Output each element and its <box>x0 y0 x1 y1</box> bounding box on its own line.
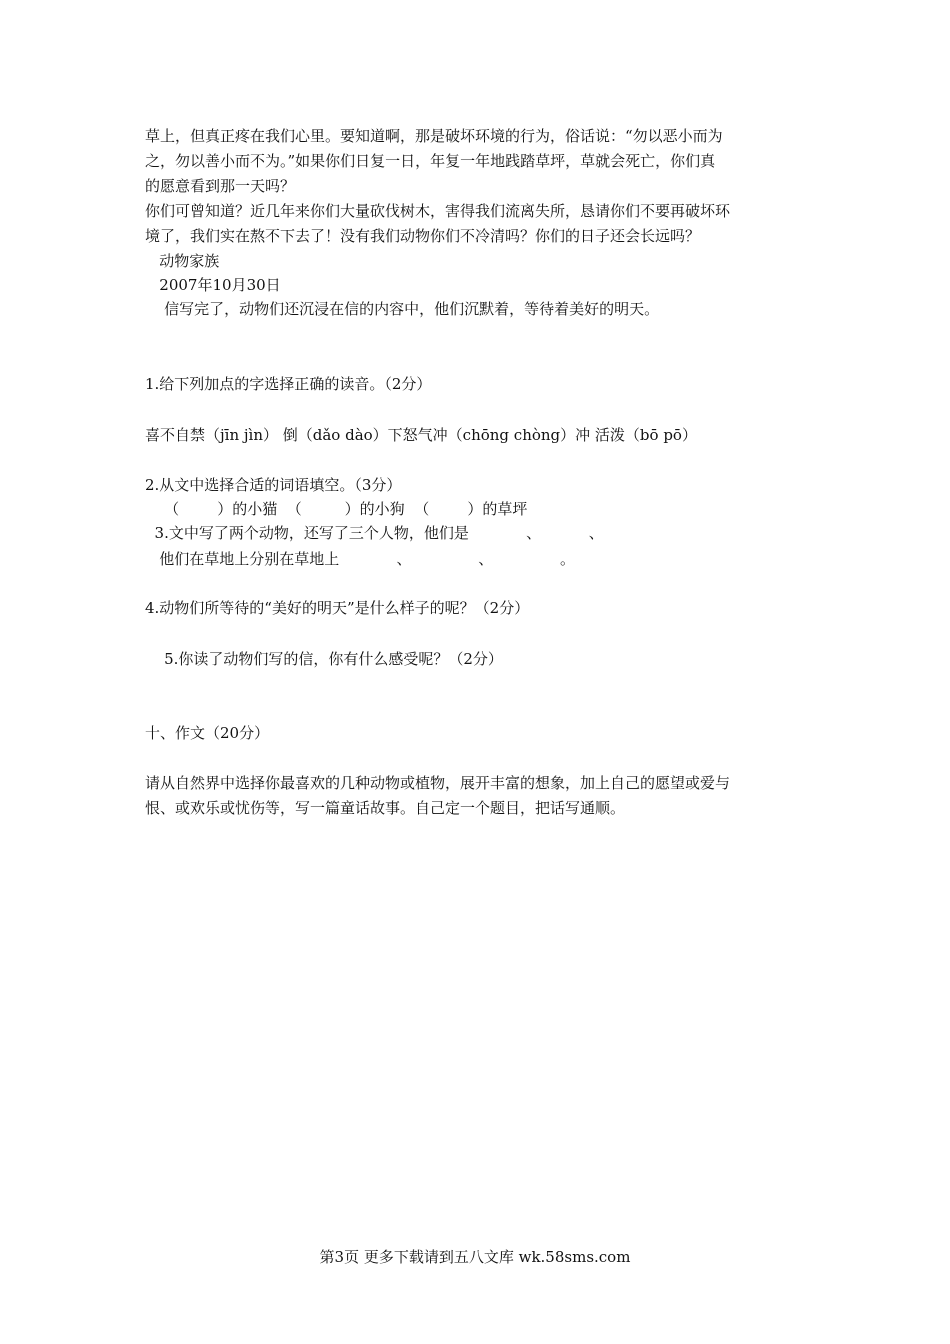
question-1-body: 喜不自禁（jīn jìn） 倒（dǎo dào）下怒气冲（chōng chòng）冲 活泼（bō pō） <box>145 426 697 444</box>
question-2-title: 2.从文中选择合适的词语填空。（3分） <box>145 476 402 494</box>
question-1-title: 1.给下列加点的字选择正确的读音。（2分） <box>145 375 432 393</box>
question-3-line-1: 3.文中写了两个动物，还写了三个人物，他们是 、 、 <box>145 524 604 542</box>
question-5: 5.你读了动物们写的信，你有什么感受呢？（2分） <box>145 650 503 668</box>
composition-line: 请从自然界中选择你最喜欢的几种动物或植物，展开丰富的想象，加上自己的愿望或爱与 <box>145 774 731 792</box>
question-3-line-2: 他们在草地上分别在草地上 、 、 。 <box>145 550 576 568</box>
composition-line: 恨、或欢乐或忧伤等，写一篇童话故事。自己定一个题目，把话写通顺。 <box>145 799 626 817</box>
page-footer: 第3页 更多下载请到五八文库 wk.58sms.com <box>319 1248 631 1266</box>
letter-signature: 动物家族 <box>145 252 220 270</box>
letter-date: 2007年10月30日 <box>145 276 281 294</box>
letter-line: 你们可曾知道？近几年来你们大量砍伐树木，害得我们流离失所，恳请你们不要再破坏环 <box>145 202 731 220</box>
question-2-body: （ ）的小猫 （ ）的小狗 （ ）的草坪 <box>145 500 528 518</box>
letter-line: 的愿意看到那一天吗？ <box>145 177 296 195</box>
letter-line: 之，勿以善小而不为。”如果你们日复一日，年复一年地践踏草坪，草就会死亡，你们真 <box>145 152 716 170</box>
question-4: 4.动物们所等待的“美好的明天”是什么样子的呢？（2分） <box>145 599 530 617</box>
letter-line: 草上，但真正疼在我们心里。要知道啊，那是破坏环境的行为，俗话说：“勿以恶小而为 <box>145 127 723 145</box>
closing-paragraph: 信写完了，动物们还沉浸在信的内容中，他们沉默着，等待着美好的明天。 <box>145 300 660 318</box>
letter-line: 境了，我们实在熬不下去了！没有我们动物你们不冷清吗？你们的日子还会长远吗？ <box>145 227 701 245</box>
composition-title: 十、作文（20分） <box>145 724 270 742</box>
